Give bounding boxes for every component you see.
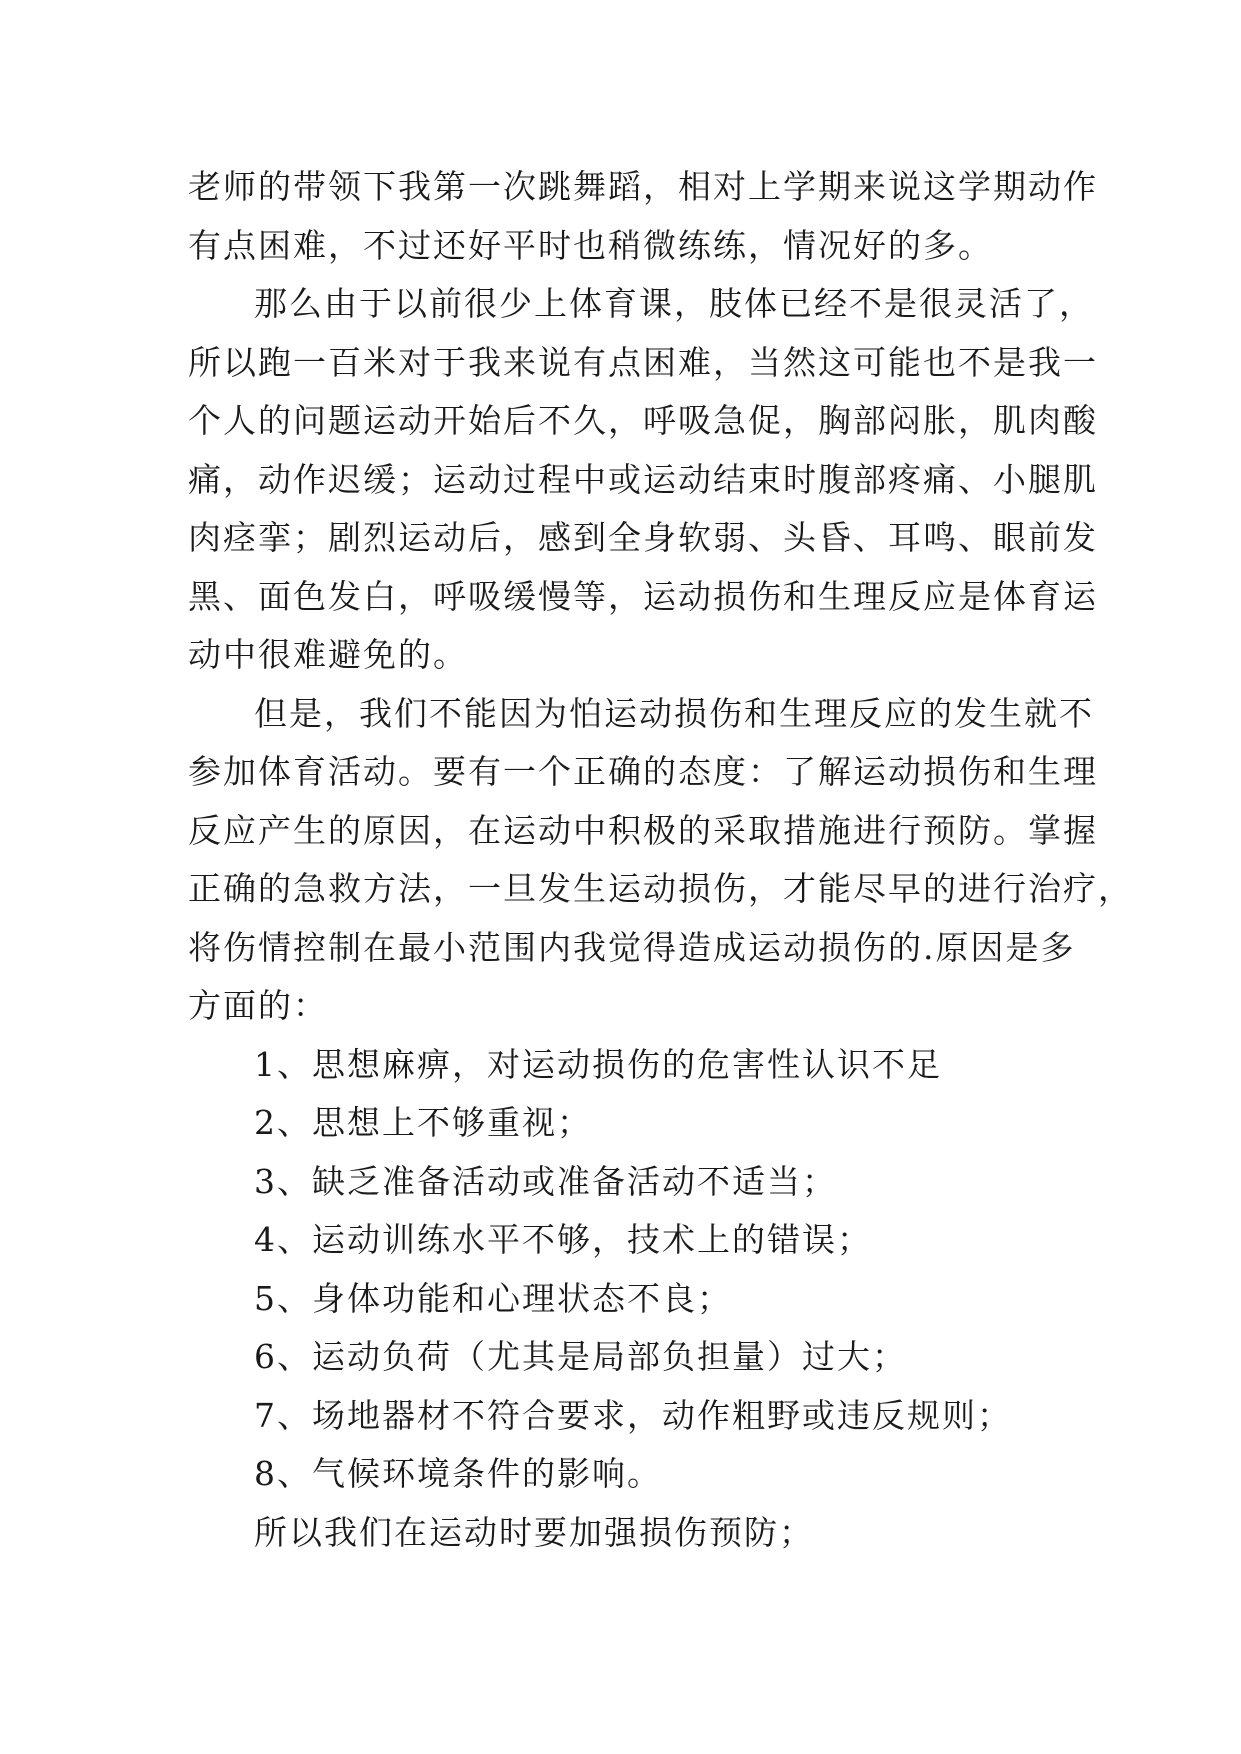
list-item: 3、缺乏准备活动或准备活动不适当； [254, 1161, 837, 1201]
text-line: 肉痉挛；剧烈运动后，感到全身软弱、头昏、耳鸣、眼前发 [188, 518, 1098, 557]
text-line: 正确的急救方法，一旦发生运动损伤，才能尽早的进行治疗， [188, 869, 1133, 908]
paragraph-start-line: 那么由于以前很少上体育课，肢体已经不是很灵活了， [254, 284, 1094, 323]
list-item: 4、运动训练水平不够，技术上的错误； [254, 1220, 872, 1259]
text-line: 个人的问题运动开始后不久，呼吸急促，胸部闷胀，肌肉酸 [188, 401, 1098, 440]
text-line: 黑、面色发白，呼吸缓慢等，运动损伤和生理反应是体育运 [188, 576, 1098, 616]
list-item: 2、思想上不够重视； [254, 1103, 592, 1142]
text-line: 将伤情控制在最小范围内我觉得造成运动损伤的.原因是多 [188, 927, 1076, 967]
text-line: 参加体育活动。要有一个正确的态度：了解运动损伤和生理 [188, 752, 1098, 791]
document-body [188, 158, 1133, 1562]
paragraph-start-line: 所以我们在运动时要加强损伤预防； [254, 1512, 814, 1552]
text-line: 方面的： [188, 986, 328, 1025]
text-line: 痛，动作迟缓；运动过程中或运动结束时腹部疼痛、小腿肌 [188, 459, 1098, 499]
text-line: 有点困难，不过还好平时也稍微练练，情况好的多。 [188, 225, 993, 265]
paragraph-start-line: 但是，我们不能因为怕运动损伤和生理反应的发生就不 [254, 693, 1094, 733]
list-item: 7、场地器材不符合要求，动作粗野或违反规则； [254, 1395, 1012, 1435]
text-line: 老师的带领下我第一次跳舞蹈，相对上学期来说这学期动作 [188, 167, 1098, 206]
list-item: 5、身体功能和心理状态不良； [254, 1278, 732, 1318]
text-line: 动中很难避免的。 [188, 635, 468, 674]
list-item: 8、气候环境条件的影响。 [254, 1454, 662, 1493]
text-line: 所以跑一百米对于我来说有点困难，当然这可能也不是我一 [188, 342, 1098, 382]
text-line: 反应产生的原因，在运动中积极的采取措施进行预防。掌握 [188, 810, 1098, 850]
list-item: 1、思想麻痹，对运动损伤的危害性认识不足 [254, 1044, 942, 1084]
list-item: 6、运动负荷（尤其是局部负担量）过大； [254, 1337, 907, 1376]
